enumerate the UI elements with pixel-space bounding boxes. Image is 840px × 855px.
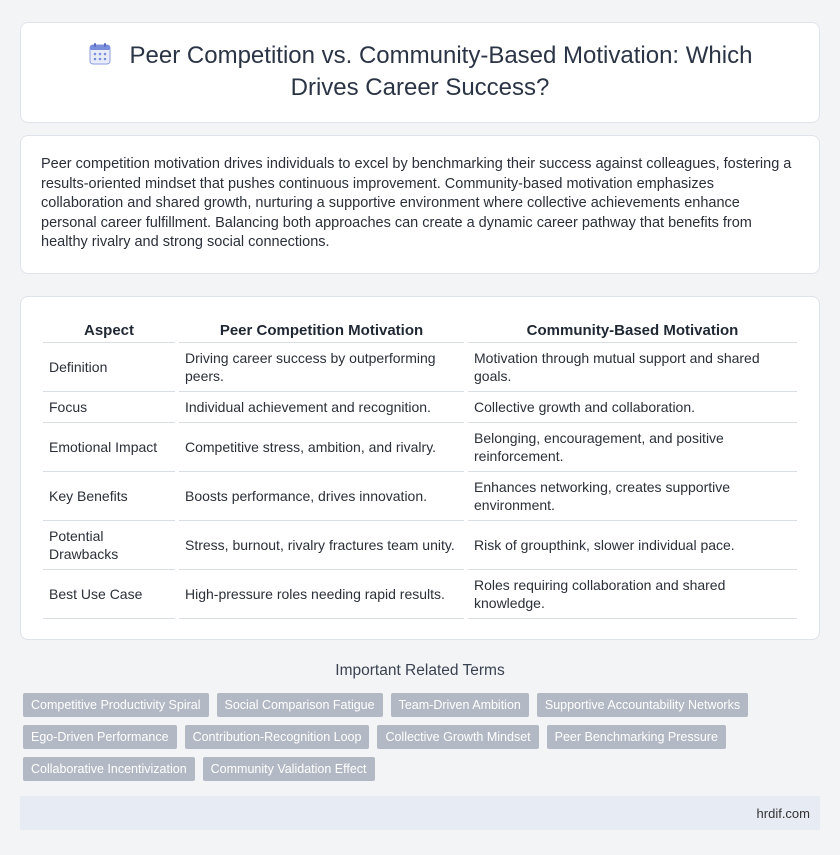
table-header-row	[43, 319, 797, 343]
related-terms-list	[20, 693, 820, 781]
peer-competition-cell: Driving career success by outperforming peers.	[179, 343, 464, 392]
community-based-cell: Enhances networking, creates supportive environment.	[468, 472, 797, 521]
related-term-tag[interactable]: Collaborative Incentivization	[23, 757, 195, 781]
page	[0, 22, 840, 830]
related-term-tag[interactable]: Peer Benchmarking Pressure	[547, 725, 726, 749]
aspect-cell: Emotional Impact	[43, 423, 175, 472]
title-wrap	[51, 41, 789, 105]
intro-paragraph: Peer competition motivation drives individuals to excel by benchmarking their success against colleagues, fostering a results-oriented mindset that pushes continuous improvement. Community-based motivation emphasizes collaboration and shared growth, nurturing a supportive environment where collective achievements enhance personal career fulfillment. Balancing both approaches can create a dynamic career pathway that benefits from healthy rivalry and strong social connections.	[41, 156, 792, 251]
comparison-table-card	[20, 296, 820, 640]
aspect-cell: Best Use Case	[43, 570, 175, 619]
aspect-cell: Potential Drawbacks	[43, 521, 175, 570]
table-row	[43, 472, 797, 521]
related-term-tag[interactable]: Team-Driven Ambition	[391, 693, 529, 717]
peer-competition-cell: High-pressure roles needing rapid results.	[179, 570, 464, 619]
peer-competition-cell: Individual achievement and recognition.	[179, 392, 464, 423]
header-card	[20, 22, 820, 123]
related-term-tag[interactable]: Collective Growth Mindset	[377, 725, 538, 749]
column-header-community-based: Community-Based Motivation	[468, 319, 797, 343]
community-based-cell: Belonging, encouragement, and positive reinforcement.	[468, 423, 797, 472]
aspect-cell: Definition	[43, 343, 175, 392]
related-term-tag[interactable]: Competitive Productivity Spiral	[23, 693, 209, 717]
comparison-table	[39, 319, 801, 619]
peer-competition-cell: Boosts performance, drives innovation.	[179, 472, 464, 521]
intro-card	[20, 135, 820, 274]
aspect-cell: Focus	[43, 392, 175, 423]
table-row	[43, 570, 797, 619]
table-row	[43, 343, 797, 392]
related-term-tag[interactable]: Social Comparison Fatigue	[217, 693, 383, 717]
community-based-cell: Collective growth and collaboration.	[468, 392, 797, 423]
community-based-cell: Risk of groupthink, slower individual pace.	[468, 521, 797, 570]
table-row	[43, 392, 797, 423]
community-based-cell: Roles requiring collaboration and shared knowledge.	[468, 570, 797, 619]
peer-competition-cell: Competitive stress, ambition, and rivalry.	[179, 423, 464, 472]
community-based-cell: Motivation through mutual support and shared goals.	[468, 343, 797, 392]
related-term-tag[interactable]: Contribution-Recognition Loop	[185, 725, 370, 749]
table-row	[43, 521, 797, 570]
footer-site-link[interactable]: hrdif.com	[756, 805, 810, 821]
related-terms-title: Important Related Terms	[335, 662, 505, 679]
peer-competition-cell: Stress, burnout, rivalry fractures team unity.	[179, 521, 464, 570]
aspect-cell: Key Benefits	[43, 472, 175, 521]
page-title: Peer Competition vs. Community-Based Motivation: Which Drives Career Success?	[129, 41, 753, 101]
table-row	[43, 423, 797, 472]
related-term-tag[interactable]: Supportive Accountability Networks	[537, 693, 748, 717]
column-header-peer-competition: Peer Competition Motivation	[179, 319, 464, 343]
footer	[20, 796, 820, 830]
related-term-tag[interactable]: Community Validation Effect	[203, 757, 375, 781]
related-term-tag[interactable]: Ego-Driven Performance	[23, 725, 177, 749]
calendar-icon	[88, 42, 112, 66]
column-header-aspect: Aspect	[43, 319, 175, 343]
